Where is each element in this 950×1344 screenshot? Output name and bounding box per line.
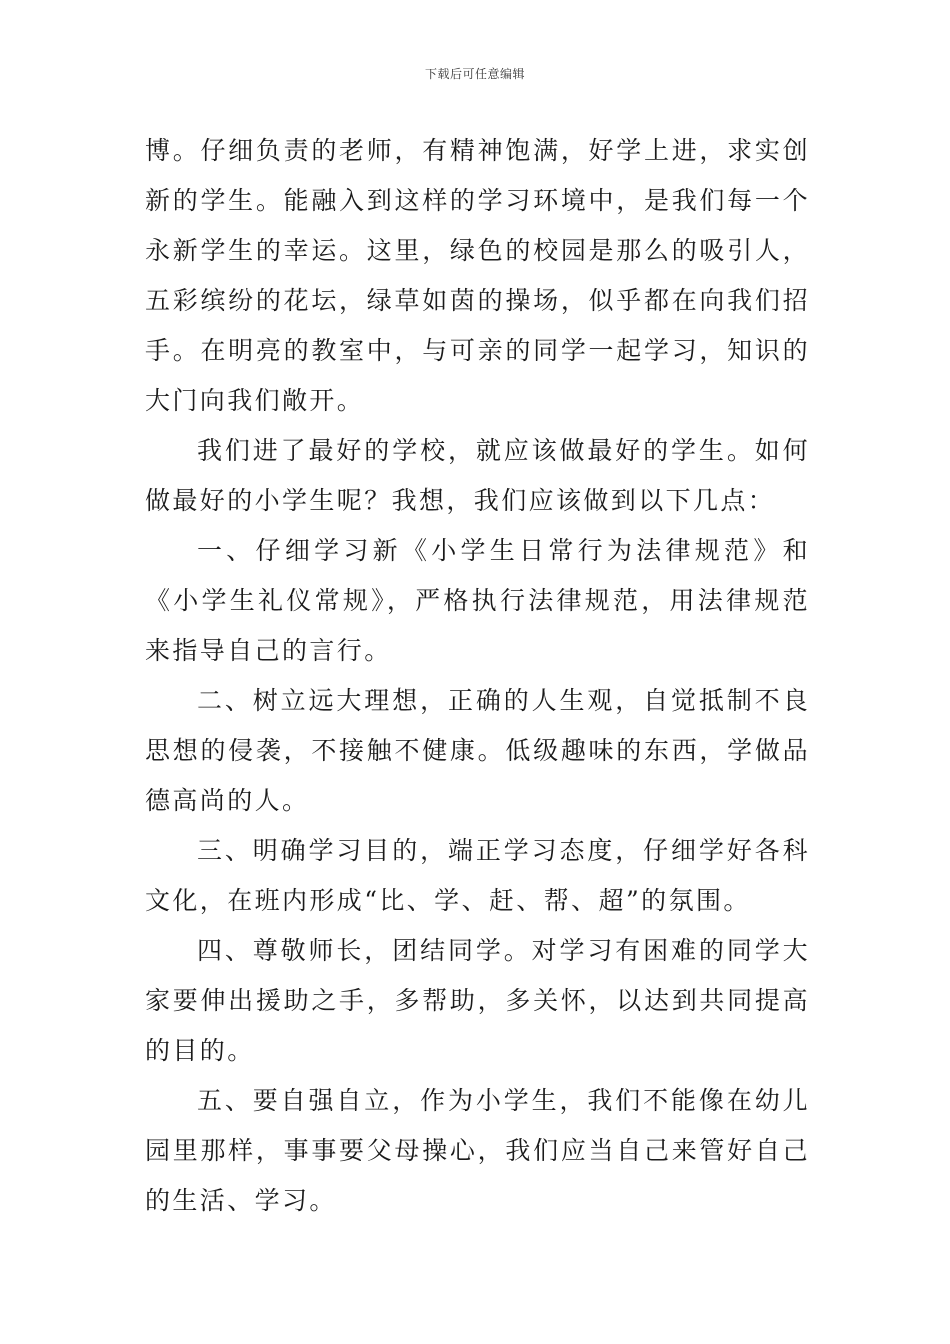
page-header: 下载后可任意编辑: [424, 67, 525, 81]
paragraph-point-1: 一、仔细学习新《小学生日常行为法律规范》和《小学生礼仪常规》，严格执行法律规范，用法律规范来指导自己的言行。: [145, 536, 810, 665]
paragraph-continuation: 博。仔细负责的老师，有精神饱满，好学上进，求实创新的学生。能融入到这样的学习环境中，是我们每一个永新学生的幸运。这里，绿色的校园是那么的吸引人，五彩缤纷的花坛，绿草如茵的操场，似乎都在向我们招手。在明亮的教室中，与可亲的同学一起学习，知识的大门向我们敞开。: [145, 136, 810, 415]
document-body: [145, 126, 810, 1226]
paragraph-point-4: 四、尊敬师长，团结同学。对学习有困难的同学大家要伸出援助之手，多帮助，多关怀，以达到共同提高的目的。: [145, 936, 810, 1065]
paragraph-point-2: 二、树立远大理想，正确的人生观，自觉抵制不良思想的侵袭，不接触不健康。低级趣味的东西，学做品德高尚的人。: [145, 686, 810, 815]
paragraph-intro: 我们进了最好的学校，就应该做最好的学生。如何做最好的小学生呢？我想，我们应该做到以下几点：: [145, 436, 810, 515]
paragraph-point-5: 五、要自强自立，作为小学生，我们不能像在幼儿园里那样，事事要父母操心，我们应当自己来管好自己的生活、学习。: [145, 1086, 810, 1215]
paragraph-point-3: 三、明确学习目的，端正学习态度，仔细学好各科文化，在班内形成“比、学、赶、帮、超”的氛围。: [145, 836, 810, 915]
